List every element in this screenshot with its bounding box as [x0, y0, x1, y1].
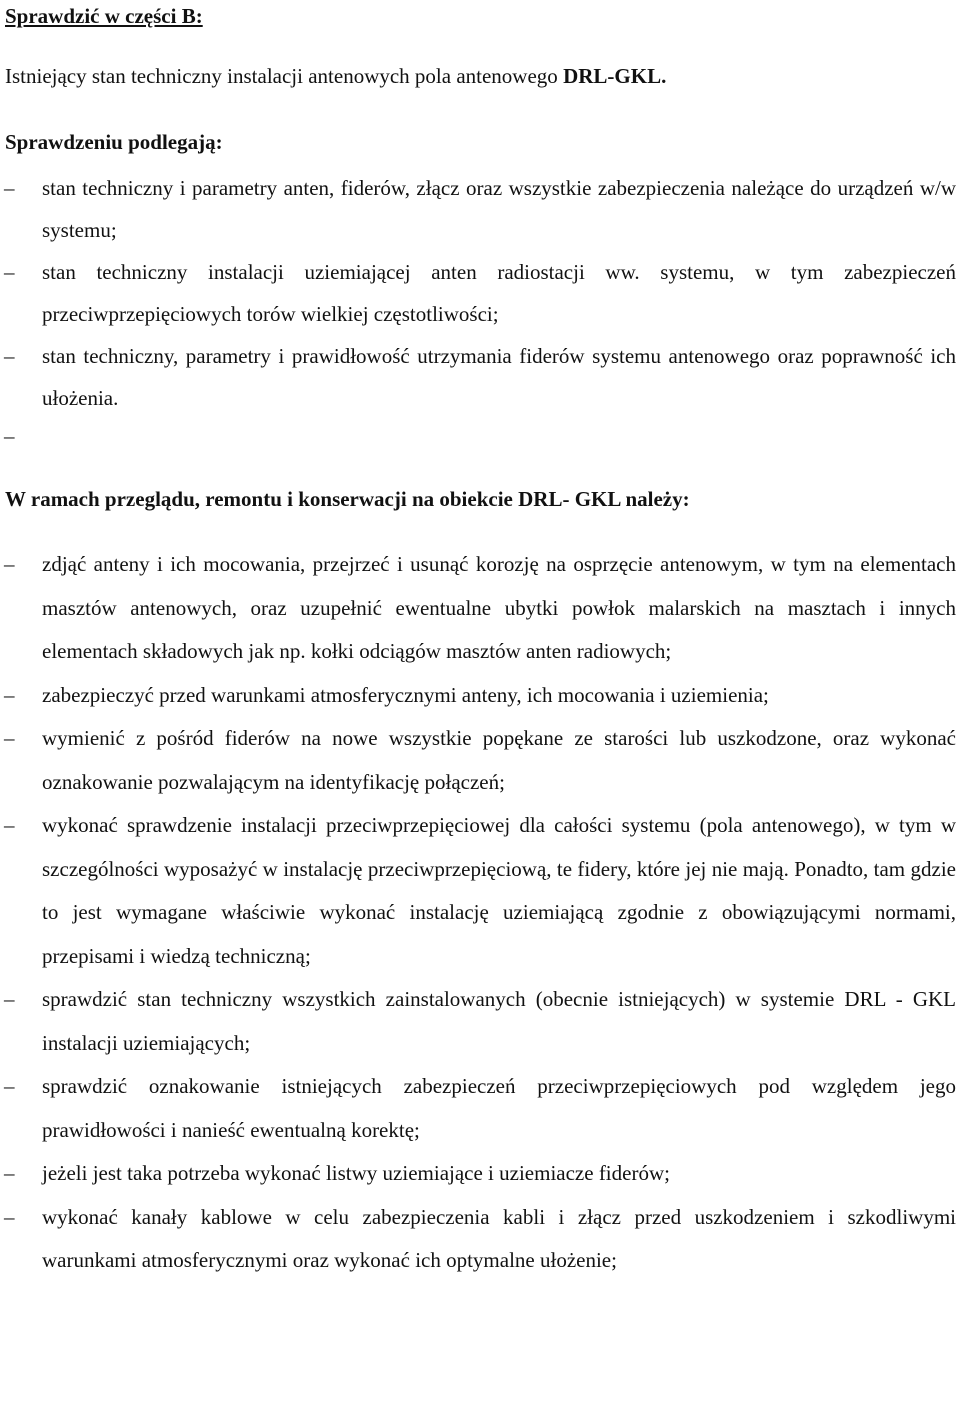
inspection-heading: Sprawdzeniu podlegają:: [5, 130, 223, 154]
intro-text: Istniejący stan techniczny instalacji antenowych pola antenowego: [5, 64, 564, 88]
dash-bullet: –: [4, 552, 15, 576]
dash-bullet: –: [4, 1074, 15, 1098]
list-item: – jeżeli jest taka potrzeba wykonać listwy uziemiające i uziemiacze fiderów;: [0, 1152, 960, 1196]
list-item: [0, 419, 960, 453]
dash-bullet: –: [4, 1204, 15, 1229]
list-item: – wykonać kanały kablowe w celu zabezpieczenia kabli i złącz przed uszkodzeniem i szkodliwymi warunkami atmosferycznymi oraz wykonać ich optymalne ułożenie;: [0, 1196, 960, 1283]
list-item: – zabezpieczyć przed warunkami atmosferycznymi anteny, ich mocowania i uziemienia;: [0, 674, 960, 718]
dash-bullet: –: [4, 424, 15, 448]
dash-bullet: –: [4, 682, 15, 707]
list-item: – sprawdzić stan techniczny wszystkich zainstalowanych (obecnie istniejących) w systemie DRL - GKL instalacji uziemiających;: [0, 978, 960, 1065]
list-item: – wykonać sprawdzenie instalacji przeciwprzepięciowej dla całości systemu (pola antenowego), w tym w szczególności wyposażyć w instalację przeciwprzepięciową, te fidery, które jej nie mają. Ponadto, tam gdzie to jest wymagane właściwie wykonać instalację uziemiającą zgodnie z obowiązującymi normami, przepisami i wiedzą techniczną;: [0, 804, 960, 978]
list-item: – stan techniczny instalacji uziemiającej anten radiostacji ww. systemu, w tym zabezpieczeń przeciwprzepięciowych torów wielkiej częstotliwości;: [0, 251, 960, 335]
section-b-heading: Sprawdzić w części B:: [5, 4, 203, 28]
dash-bullet: –: [4, 176, 15, 200]
intro-paragraph: [5, 62, 666, 90]
list-item: – stan techniczny, parametry i prawidłowość utrzymania fiderów systemu antenowego oraz poprawność ich ułożenia.: [0, 335, 960, 419]
inspection-list: [0, 167, 960, 453]
list-item: – sprawdzić oznakowanie istniejących zabezpieczeń przeciwprzepięciowych pod względem jego prawidłowości i nanieść ewentualną korektę;: [0, 1065, 960, 1152]
intro-bold-code: DRL-GKL.: [563, 64, 667, 88]
list-item: – zdjąć anteny i ich mocowania, przejrzeć i usunąć korozję na osprzęcie antenowym, w tym na elementach masztów antenowych, oraz uzupełnić ewentualne ubytki powłok malarskich na masztach i innych elementach składowych jak np. kołki odciągów masztów anten radiowych;: [0, 543, 960, 674]
dash-bullet: –: [4, 813, 15, 837]
dash-bullet: –: [4, 344, 15, 368]
maintenance-heading: W ramach przeglądu, remontu i konserwacji na obiekcie DRL- GKL należy:: [5, 487, 690, 511]
dash-bullet: –: [4, 260, 15, 284]
dash-bullet: –: [4, 726, 15, 750]
list-item: – wymienić z pośród fiderów na nowe wszystkie popękane ze starości lub uszkodzone, oraz wykonać oznakowanie pozwalającym na identyfikację połączeń;: [0, 717, 960, 804]
list-item: – stan techniczny i parametry anten, fiderów, złącz oraz wszystkie zabezpieczenia należące do urządzeń w/w systemu;: [0, 167, 960, 251]
dash-bullet: –: [4, 987, 15, 1011]
dash-bullet: –: [4, 1161, 15, 1185]
maintenance-list: [0, 543, 960, 1283]
